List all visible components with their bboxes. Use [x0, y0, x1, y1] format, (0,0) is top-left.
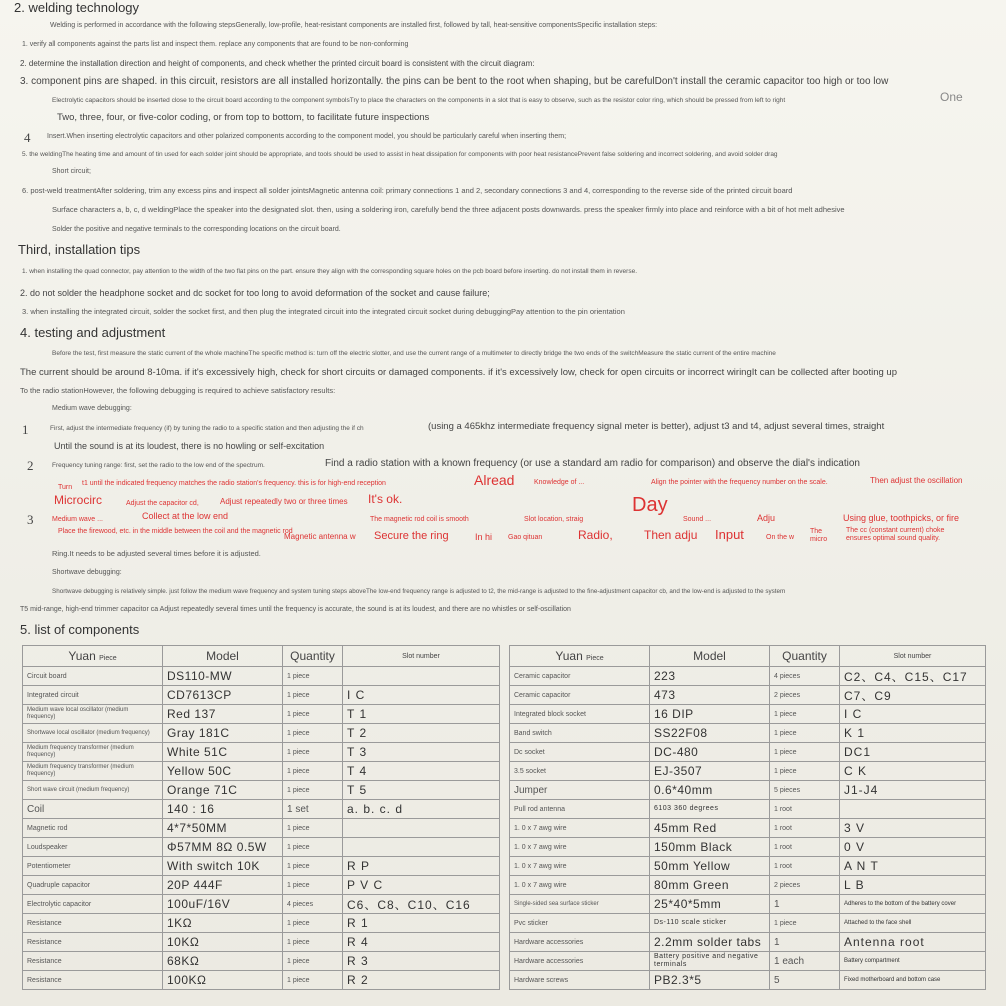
component-quantity-cell: 1 each — [770, 952, 840, 971]
component-quantity-cell: 1 root — [770, 857, 840, 876]
welding-intro: Welding is performed in accordance with the following stepsGenerally, low-profile, heat-resistant components are installed first, followed by tall, heat-sensitive componentsSpecific installation steps: — [50, 22, 658, 29]
component-model-cell: 4*7*50MM — [163, 819, 283, 838]
component-quantity-cell: 1 piece — [770, 724, 840, 743]
component-model-cell: Battery positive and negative terminals — [650, 952, 770, 971]
overlay-text: Using glue, toothpicks, or fire — [843, 513, 960, 523]
table-row — [23, 724, 500, 743]
overlay-text: The cc (constant current) choke ensures optimal sound quality. — [846, 527, 945, 542]
overlay-text: Then adjust the oscillation — [870, 476, 963, 485]
component-quantity-cell: 1 piece — [283, 781, 343, 800]
overlay-text: Gao qituan — [508, 534, 543, 541]
debug-step-3-number: 3 — [27, 512, 34, 527]
component-name-cell: Dc socket — [510, 743, 650, 762]
table-row — [510, 914, 986, 933]
table-row — [510, 686, 986, 705]
component-quantity-cell: 4 pieces — [770, 667, 840, 686]
component-model-cell: SS22F08 — [650, 724, 770, 743]
component-slot-cell: 3 V — [840, 819, 986, 838]
tip-3: 3. when installing the integrated circuit, solder the socket first, and then plug the integrated circuit into the integrated circuit socket during debuggingPay attention to the pin orientation — [22, 307, 625, 316]
component-slot-cell: T 1 — [343, 705, 500, 724]
component-slot-cell: R 4 — [343, 933, 500, 952]
debug-step-2b: Find a radio station with a known frequency (or use a standard am radio for comparison) and observe the dial's indication — [325, 458, 860, 469]
header-slot: Slot number — [343, 646, 500, 667]
welding-step-2: 2. determine the installation direction and height of components, and check whether the printed circuit board is consistent with the circuit diagram: — [20, 59, 535, 68]
component-slot-cell: L B — [840, 876, 986, 895]
header-slot: Slot number — [840, 646, 986, 667]
component-model-cell: 68KΩ — [163, 952, 283, 971]
overlay-text: It's ok. — [368, 492, 403, 506]
component-quantity-cell: 5 — [770, 971, 840, 990]
test-paragraph-2: The current should be around 8-10ma. if it's excessively high, check for short circuits or damaged components. if it's excessively low, check for open circuits or incorrect wiringIt can be collected after booting up — [20, 367, 897, 378]
component-name-cell: Resistance — [23, 914, 163, 933]
overlay-text: Magnetic antenna w — [284, 532, 356, 541]
table-row — [23, 800, 500, 819]
table-row — [510, 762, 986, 781]
overlay-text: Turn — [58, 484, 73, 491]
table-row — [510, 667, 986, 686]
component-name-cell: Integrated block socket — [510, 705, 650, 724]
table-row — [510, 876, 986, 895]
overlay-text: Radio, — [578, 528, 613, 542]
component-model-cell: 45mm Red — [650, 819, 770, 838]
component-model-cell: 0.6*40mm — [650, 781, 770, 800]
component-slot-cell: C2、C4、C15、C17 — [840, 667, 986, 686]
component-quantity-cell: 1 root — [770, 819, 840, 838]
components-table-right — [509, 645, 986, 990]
component-quantity-cell: 1 piece — [283, 743, 343, 762]
component-model-cell: Yellow 50C — [163, 762, 283, 781]
component-name-cell: Medium wave local oscillator (medium frequency) — [23, 705, 163, 724]
component-quantity-cell: 2 pieces — [770, 876, 840, 895]
component-slot-cell: T 5 — [343, 781, 500, 800]
component-model-cell: 80mm Green — [650, 876, 770, 895]
component-name-cell: Potentiometer — [23, 857, 163, 876]
component-slot-cell: T 3 — [343, 743, 500, 762]
debug-step-1a: First, adjust the intermediate frequency (if) by tuning the radio to a specific station and then adjusting the if ch — [50, 425, 364, 432]
table-row — [23, 952, 500, 971]
welding-title: 2. welding technology — [14, 0, 140, 15]
component-model-cell: 140 : 16 — [163, 800, 283, 819]
component-name-cell: Resistance — [23, 952, 163, 971]
component-quantity-cell: 1 piece — [283, 971, 343, 990]
component-quantity-cell: 1 piece — [283, 914, 343, 933]
overlay-text: The magnetic rod coil is smooth — [370, 516, 469, 523]
component-quantity-cell: 1 piece — [283, 724, 343, 743]
component-quantity-cell: 1 piece — [283, 857, 343, 876]
tips-title: Third, installation tips — [18, 242, 141, 257]
overlay-text: Medium wave ... — [52, 516, 103, 523]
component-slot-cell: I C — [840, 705, 986, 724]
component-name-cell: 1. 0 x 7 awg wire — [510, 819, 650, 838]
component-quantity-cell: 1 piece — [770, 743, 840, 762]
tip-1: 1. when installing the quad connector, pay attention to the width of the two flat pins on the part. ensure they align with the corresponding square holes on the pcb board before inserting. do not install them in reverse. — [22, 268, 637, 275]
overlay-text: Adju — [757, 513, 776, 523]
table-row — [23, 914, 500, 933]
component-model-cell: 473 — [650, 686, 770, 705]
component-model-cell: 100KΩ — [163, 971, 283, 990]
component-slot-cell: R P — [343, 857, 500, 876]
overlay-text: t1 until the indicated frequency matches the radio station's frequency. this is for high-end reception — [82, 480, 386, 487]
component-name-cell: Circuit board — [23, 667, 163, 686]
table-row — [23, 781, 500, 800]
welding-step-4: Insert.When inserting electrolytic capacitors and other polarized components according to the component model, you should be particularly careful when inserting them; — [47, 133, 567, 140]
component-name-cell: Ceramic capacitor — [510, 686, 650, 705]
component-slot-cell: J1-J4 — [840, 781, 986, 800]
component-name-cell: Electrolytic capacitor — [23, 895, 163, 914]
component-name-cell: Shortwave local oscillator (medium frequency) — [23, 724, 163, 743]
component-quantity-cell: 1 root — [770, 800, 840, 819]
welding-step-6c: Solder the positive and negative terminals to the corresponding locations on the circuit board. — [52, 226, 341, 233]
overlay-text: Slot location, straig — [524, 516, 584, 523]
component-quantity-cell: 1 piece — [283, 705, 343, 724]
component-quantity-cell: 1 piece — [770, 914, 840, 933]
debug-step-2a: Frequency tuning range: first, set the radio to the low end of the spectrum. — [52, 462, 265, 469]
component-model-cell: 16 DIP — [650, 705, 770, 724]
table-row — [23, 971, 500, 990]
component-quantity-cell: 1 piece — [283, 952, 343, 971]
test-paragraph-1: Before the test, first measure the static current of the whole machineThe specific method is: turn off the electric slotter, and use the current range of a multimeter to directly bridge the two ends of the switchMeasure the static current of the entire machine — [52, 350, 776, 357]
table-row — [510, 743, 986, 762]
component-quantity-cell: 1 root — [770, 838, 840, 857]
overlay-text: Knowledge of ... — [534, 479, 585, 486]
table-row — [510, 705, 986, 724]
component-model-cell: 223 — [650, 667, 770, 686]
table-row — [510, 857, 986, 876]
table-row — [23, 819, 500, 838]
component-quantity-cell: 2 pieces — [770, 686, 840, 705]
component-slot-cell: 0 V — [840, 838, 986, 857]
component-name-cell: Hardware accessories — [510, 952, 650, 971]
component-name-cell: Hardware screws — [510, 971, 650, 990]
table-header-row — [510, 646, 986, 667]
component-quantity-cell: 1 piece — [283, 762, 343, 781]
component-name-cell: Pvc sticker — [510, 914, 650, 933]
component-slot-cell: C6、C8、C10、C16 — [343, 895, 500, 914]
overlay-text: Then adju — [644, 528, 698, 542]
shortwave-paragraph-2: T5 mid-range, high-end trimmer capacitor ca Adjust repeatedly several times until the frequency is accurate, the sound is at its loudest, and there are no whistles or self-oscillation — [20, 606, 571, 613]
overlay-text: Adjust the capacitor cd, — [126, 500, 199, 507]
table-row — [510, 952, 986, 971]
component-name-cell: Medium frequency transformer (medium frequency) — [23, 743, 163, 762]
translated-overlay — [0, 462, 1006, 552]
header-model: Model — [650, 646, 770, 667]
component-model-cell: 25*40*5mm — [650, 895, 770, 914]
component-model-cell: With switch 10K — [163, 857, 283, 876]
component-slot-cell — [343, 667, 500, 686]
component-quantity-cell: 1 piece — [283, 667, 343, 686]
debug-step-1b: (using a 465khz intermediate frequency signal meter is better), adjust t3 and t4, adjust several times, straight — [428, 421, 885, 432]
component-slot-cell: P V C — [343, 876, 500, 895]
component-name-cell: Medium frequency transformer (medium frequency) — [23, 762, 163, 781]
table-row — [510, 800, 986, 819]
component-slot-cell: R 2 — [343, 971, 500, 990]
component-quantity-cell: 1 piece — [770, 705, 840, 724]
component-slot-cell — [343, 819, 500, 838]
component-model-cell: Orange 71C — [163, 781, 283, 800]
component-quantity-cell: 1 piece — [770, 762, 840, 781]
component-slot-cell: R 1 — [343, 914, 500, 933]
table-row — [23, 686, 500, 705]
ring-text: Ring.It needs to be adjusted several times before it is adjusted. — [52, 549, 261, 558]
component-slot-cell: DC1 — [840, 743, 986, 762]
overlay-text: Adjust repeatedly two or three times — [220, 497, 348, 506]
debug-step-1-number: 1 — [22, 422, 29, 437]
overlay-text: Secure the ring — [374, 530, 449, 542]
header-yuan: Yuan Piece — [23, 646, 163, 667]
table-row — [23, 838, 500, 857]
shortwave-debug-label: Shortwave debugging: — [52, 569, 122, 576]
component-slot-cell: a. b. c. d — [343, 800, 500, 819]
component-model-cell: 1KΩ — [163, 914, 283, 933]
medium-wave-debug-label: Medium wave debugging: — [52, 405, 132, 412]
overlay-text: Sound ... — [683, 516, 712, 523]
overlay-text: Day — [632, 494, 668, 516]
component-name-cell: 1. 0 x 7 awg wire — [510, 857, 650, 876]
component-model-cell: DC-480 — [650, 743, 770, 762]
component-slot-cell: K 1 — [840, 724, 986, 743]
component-quantity-cell: 1 piece — [283, 876, 343, 895]
component-slot-cell — [343, 838, 500, 857]
header-quantity: Quantity — [283, 646, 343, 667]
table-row — [510, 933, 986, 952]
component-name-cell: Hardware accessories — [510, 933, 650, 952]
component-name-cell: Magnetic rod — [23, 819, 163, 838]
component-slot-cell: Antenna root — [840, 933, 986, 952]
overlay-text: The micro — [810, 528, 828, 543]
component-name-cell: Single-sided sea surface sticker — [510, 895, 650, 914]
overlay-text: Align the pointer with the frequency number on the scale. — [651, 479, 828, 486]
component-model-cell: 10KΩ — [163, 933, 283, 952]
component-model-cell: Gray 181C — [163, 724, 283, 743]
table-row — [510, 819, 986, 838]
component-name-cell: Coil — [23, 800, 163, 819]
component-quantity-cell: 1 piece — [283, 819, 343, 838]
component-name-cell: Loudspeaker — [23, 838, 163, 857]
overlay-text: On the w — [766, 534, 795, 541]
table-row — [510, 895, 986, 914]
component-quantity-cell: 4 pieces — [283, 895, 343, 914]
component-model-cell: 150mm Black — [650, 838, 770, 857]
header-yuan: Yuan Piece — [510, 646, 650, 667]
overlay-text: Place the firewood, etc. in the middle between the coil and the magnetic rod — [58, 528, 293, 535]
debug-step-2-number: 2 — [27, 458, 34, 473]
welding-step-6: 6. post-weld treatmentAfter soldering, trim any excess pins and inspect all solder jointsMagnetic antenna coil: primary connections 1 and 2, secondary connections 3 and 4, corresponding to the reverse side of the printed circuit board — [22, 186, 793, 195]
welding-step-3b: Electrolytic capacitors should be inserted close to the circuit board according to the component symbolsTry to place the characters on the components in a slot that is easy to observe, such as the resistor color ring, which should be pressed from left to right — [52, 97, 786, 104]
component-quantity-cell: 1 piece — [283, 933, 343, 952]
table-row — [23, 743, 500, 762]
component-name-cell: 1. 0 x 7 awg wire — [510, 876, 650, 895]
component-slot-cell: I C — [343, 686, 500, 705]
step-4-number: 4 — [24, 130, 31, 145]
component-name-cell: Band switch — [510, 724, 650, 743]
component-model-cell: 50mm Yellow — [650, 857, 770, 876]
table-row — [510, 724, 986, 743]
component-model-cell: Φ57MM 8Ω 0.5W — [163, 838, 283, 857]
table-row — [510, 781, 986, 800]
welding-step-3: 3. component pins are shaped. in this circuit, resistors are all installed horizontally. the pins can be bent to the root when shaping, but be carefulDon't install the ceramic capacitor too high or too low — [20, 76, 889, 87]
component-name-cell: Quadruple capacitor — [23, 876, 163, 895]
component-model-cell: Red 137 — [163, 705, 283, 724]
component-name-cell: 1. 0 x 7 awg wire — [510, 838, 650, 857]
overlay-text: Alread — [474, 472, 515, 488]
component-model-cell: CD7613CP — [163, 686, 283, 705]
welding-step-1: 1. verify all components against the parts list and inspect them. replace any components that are found to be non-conforming — [22, 41, 409, 48]
table-row — [510, 971, 986, 990]
overlay-text: Collect at the low end — [142, 511, 229, 521]
component-model-cell: 2.2mm solder tabs — [650, 933, 770, 952]
component-slot-cell: Adheres to the bottom of the battery cover — [840, 895, 986, 914]
component-model-cell: Ds-110 scale sticker — [650, 914, 770, 933]
test-title: 4. testing and adjustment — [20, 325, 166, 340]
overlay-text: In hi — [475, 532, 493, 542]
component-slot-cell: C K — [840, 762, 986, 781]
test-paragraph-3: To the radio stationHowever, the following debugging is required to achieve satisfactory results: — [20, 386, 336, 395]
components-table-left — [22, 645, 500, 990]
component-name-cell: Integrated circuit — [23, 686, 163, 705]
table-row — [23, 895, 500, 914]
component-slot-cell: T 4 — [343, 762, 500, 781]
component-slot-cell: Battery compartment — [840, 952, 986, 971]
component-quantity-cell: 1 — [770, 933, 840, 952]
component-quantity-cell: 5 pieces — [770, 781, 840, 800]
component-name-cell: Ceramic capacitor — [510, 667, 650, 686]
component-name-cell: Resistance — [23, 971, 163, 990]
table-row — [23, 667, 500, 686]
tip-2: 2. do not solder the headphone socket and dc socket for too long to avoid deformation of the socket and cause failure; — [20, 288, 490, 298]
components-list-title: 5. list of components — [20, 622, 140, 637]
component-slot-cell: A N T — [840, 857, 986, 876]
header-model: Model — [163, 646, 283, 667]
component-model-cell: DS110-MW — [163, 667, 283, 686]
component-quantity-cell: 1 piece — [283, 838, 343, 857]
component-slot-cell — [840, 800, 986, 819]
component-slot-cell: Fixed motherboard and bottom case — [840, 971, 986, 990]
component-model-cell: 6103 360 degrees — [650, 800, 770, 819]
component-model-cell: 100uF/16V — [163, 895, 283, 914]
table-row — [23, 876, 500, 895]
table-row — [23, 705, 500, 724]
overlay-text: Input — [715, 527, 744, 542]
component-model-cell: PB2.3*5 — [650, 971, 770, 990]
component-quantity-cell: 1 — [770, 895, 840, 914]
component-name-cell: Jumper — [510, 781, 650, 800]
component-quantity-cell: 1 set — [283, 800, 343, 819]
table-row — [510, 838, 986, 857]
welding-step-3c: Two, three, four, or five-color coding, or from top to bottom, to facilitate future inspections — [57, 112, 430, 123]
component-name-cell: 3.5 socket — [510, 762, 650, 781]
component-name-cell: Short wave circuit (medium frequency) — [23, 781, 163, 800]
debug-step-1c: Until the sound is at its loudest, there is no howling or self-excitation — [54, 441, 325, 451]
component-name-cell: Resistance — [23, 933, 163, 952]
welding-step-5b: Short circuit; — [52, 168, 91, 175]
component-model-cell: EJ-3507 — [650, 762, 770, 781]
table-header-row — [23, 646, 500, 667]
component-model-cell: White 51C — [163, 743, 283, 762]
component-slot-cell: Attached to the face shell — [840, 914, 986, 933]
component-name-cell: Pull rod antenna — [510, 800, 650, 819]
welding-step-5: 5. the weldingThe heating time and amount of tin used for each solder joint should be appropriate, and tools should be used to assist in heat dissipation for components with poor heat resistancePrevent false soldering and incorrect soldering, and avoid solder drag — [22, 151, 778, 158]
component-slot-cell: C7、C9 — [840, 686, 986, 705]
table-row — [23, 857, 500, 876]
overlay-text: Microcirc — [54, 493, 102, 507]
shortwave-paragraph-1: Shortwave debugging is relatively simple. just follow the medium wave frequency and system tuning steps aboveThe low-end frequency range is adjusted to t2, the mid-range is adjusted to the fine-adjustment capacitor cb, and the low-end is adjusted to the system — [52, 588, 786, 595]
component-slot-cell: T 2 — [343, 724, 500, 743]
one-label: One — [940, 90, 963, 104]
table-row — [23, 933, 500, 952]
header-quantity: Quantity — [770, 646, 840, 667]
component-quantity-cell: 1 piece — [283, 686, 343, 705]
table-row — [23, 762, 500, 781]
component-model-cell: 20P 444F — [163, 876, 283, 895]
welding-step-6b: Surface characters a, b, c, d weldingPlace the speaker into the designated slot. then, using a soldering iron, carefully bend the three adjacent posts downwards. press the speaker firmly into place and reinforce with a bit of hot melt adhesive — [52, 205, 845, 214]
component-slot-cell: R 3 — [343, 952, 500, 971]
